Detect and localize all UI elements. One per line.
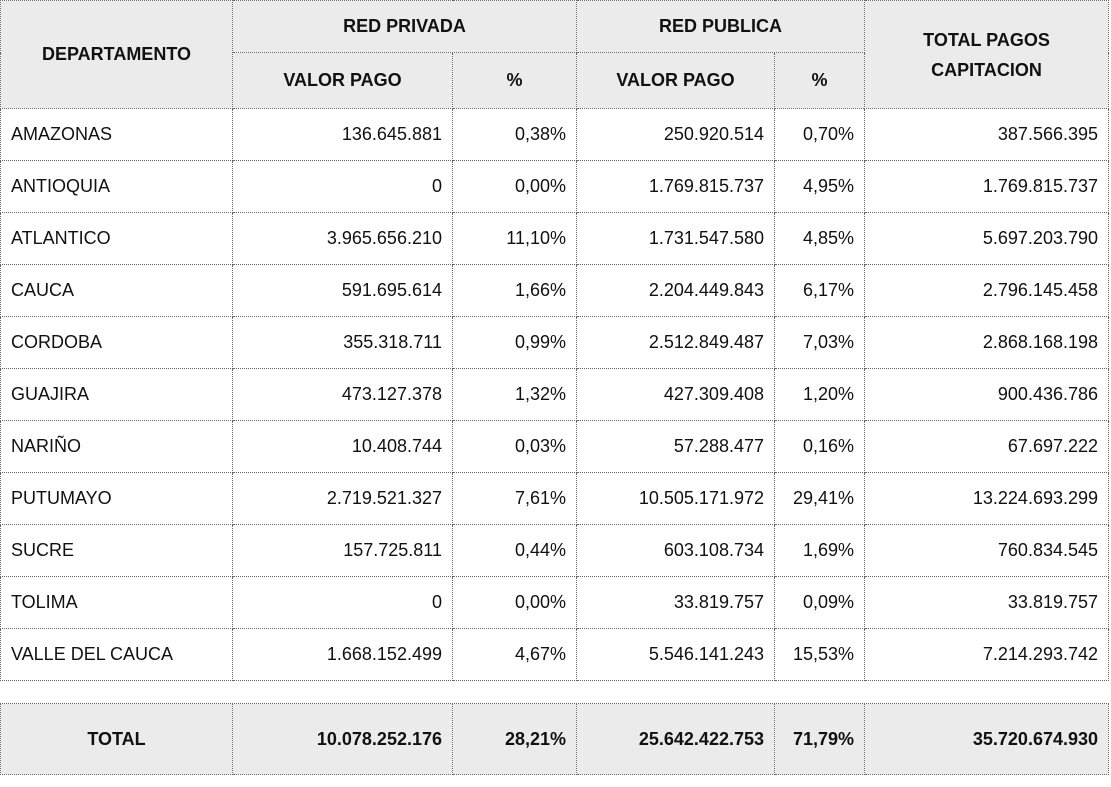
cell-departamento: ATLANTICO [1, 213, 233, 265]
cell-total: 900.436.786 [865, 369, 1109, 421]
header-row-1 [1, 1, 1109, 53]
table-row [1, 369, 1109, 421]
cell-publica-percent: 0,09% [775, 577, 865, 629]
cell-publica-valor: 250.920.514 [577, 109, 775, 161]
cell-publica-valor: 1.769.815.737 [577, 161, 775, 213]
total-label: TOTAL [1, 704, 233, 775]
cell-total: 1.769.815.737 [865, 161, 1109, 213]
table-row [1, 109, 1109, 161]
cell-privada-percent: 0,00% [453, 161, 577, 213]
cell-privada-valor: 0 [233, 161, 453, 213]
cell-publica-percent: 29,41% [775, 473, 865, 525]
table-row [1, 161, 1109, 213]
table-row [1, 473, 1109, 525]
cell-departamento: SUCRE [1, 525, 233, 577]
table-row [1, 629, 1109, 681]
cell-total: 33.819.757 [865, 577, 1109, 629]
header-publica-percent: % [775, 53, 865, 109]
cell-privada-valor: 0 [233, 577, 453, 629]
cell-publica-valor: 57.288.477 [577, 421, 775, 473]
total-privada-percent: 28,21% [453, 704, 577, 775]
cell-privada-valor: 10.408.744 [233, 421, 453, 473]
cell-privada-percent: 4,67% [453, 629, 577, 681]
cell-publica-valor: 10.505.171.972 [577, 473, 775, 525]
spacer-cell [1, 681, 1109, 704]
cell-privada-valor: 1.668.152.499 [233, 629, 453, 681]
cell-privada-percent: 0,03% [453, 421, 577, 473]
table-row [1, 213, 1109, 265]
cell-privada-percent: 11,10% [453, 213, 577, 265]
header-privada-valor-pago: VALOR PAGO [233, 53, 453, 109]
table-row [1, 265, 1109, 317]
cell-privada-percent: 0,38% [453, 109, 577, 161]
cell-privada-valor: 591.695.614 [233, 265, 453, 317]
total-privada-valor: 10.078.252.176 [233, 704, 453, 775]
cell-publica-percent: 4,95% [775, 161, 865, 213]
table-row [1, 525, 1109, 577]
cell-privada-valor: 157.725.811 [233, 525, 453, 577]
total-capitacion: 35.720.674.930 [865, 704, 1109, 775]
cell-total: 2.868.168.198 [865, 317, 1109, 369]
cell-publica-valor: 2.512.849.487 [577, 317, 775, 369]
header-publica-valor-pago: VALOR PAGO [577, 53, 775, 109]
cell-departamento: NARIÑO [1, 421, 233, 473]
header-red-privada: RED PRIVADA [233, 1, 577, 53]
cell-total: 2.796.145.458 [865, 265, 1109, 317]
cell-publica-percent: 4,85% [775, 213, 865, 265]
cell-publica-valor: 2.204.449.843 [577, 265, 775, 317]
cell-privada-valor: 355.318.711 [233, 317, 453, 369]
cell-publica-valor: 33.819.757 [577, 577, 775, 629]
total-publica-valor: 25.642.422.753 [577, 704, 775, 775]
header-privada-percent: % [453, 53, 577, 109]
cell-privada-percent: 1,32% [453, 369, 577, 421]
cell-departamento: AMAZONAS [1, 109, 233, 161]
cell-departamento: PUTUMAYO [1, 473, 233, 525]
cell-total: 13.224.693.299 [865, 473, 1109, 525]
cell-total: 5.697.203.790 [865, 213, 1109, 265]
totals-row [1, 704, 1109, 775]
total-publica-percent: 71,79% [775, 704, 865, 775]
table-row [1, 421, 1109, 473]
cell-total: 67.697.222 [865, 421, 1109, 473]
cell-publica-valor: 427.309.408 [577, 369, 775, 421]
cell-privada-percent: 0,99% [453, 317, 577, 369]
cell-departamento: VALLE DEL CAUCA [1, 629, 233, 681]
cell-publica-percent: 6,17% [775, 265, 865, 317]
cell-departamento: GUAJIRA [1, 369, 233, 421]
cell-publica-percent: 0,16% [775, 421, 865, 473]
header-total-pagos-capitacion: TOTAL PAGOS CAPITACION [865, 1, 1109, 109]
cell-total: 760.834.545 [865, 525, 1109, 577]
cell-publica-percent: 1,69% [775, 525, 865, 577]
cell-publica-percent: 15,53% [775, 629, 865, 681]
cell-privada-valor: 473.127.378 [233, 369, 453, 421]
cell-publica-percent: 1,20% [775, 369, 865, 421]
table-row [1, 577, 1109, 629]
cell-privada-percent: 0,00% [453, 577, 577, 629]
cell-privada-percent: 0,44% [453, 525, 577, 577]
header-red-publica: RED PUBLICA [577, 1, 865, 53]
cell-publica-valor: 5.546.141.243 [577, 629, 775, 681]
spacer-row [1, 681, 1109, 704]
cell-privada-valor: 2.719.521.327 [233, 473, 453, 525]
cell-total: 387.566.395 [865, 109, 1109, 161]
cell-departamento: CORDOBA [1, 317, 233, 369]
cell-privada-valor: 3.965.656.210 [233, 213, 453, 265]
cell-departamento: CAUCA [1, 265, 233, 317]
cell-publica-percent: 7,03% [775, 317, 865, 369]
table-row [1, 317, 1109, 369]
cell-departamento: TOLIMA [1, 577, 233, 629]
cell-total: 7.214.293.742 [865, 629, 1109, 681]
cell-departamento: ANTIOQUIA [1, 161, 233, 213]
cell-publica-valor: 603.108.734 [577, 525, 775, 577]
cell-privada-percent: 7,61% [453, 473, 577, 525]
cell-privada-valor: 136.645.881 [233, 109, 453, 161]
cell-publica-valor: 1.731.547.580 [577, 213, 775, 265]
cell-privada-percent: 1,66% [453, 265, 577, 317]
cell-publica-percent: 0,70% [775, 109, 865, 161]
header-departamento: DEPARTAMENTO [1, 1, 233, 109]
